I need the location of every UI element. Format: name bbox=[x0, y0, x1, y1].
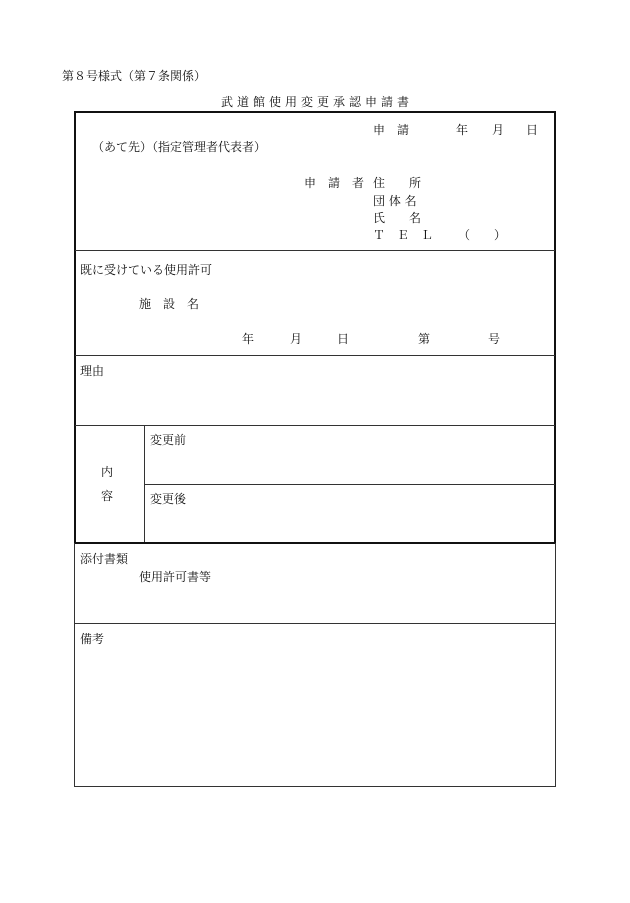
divider-reason-content bbox=[75, 425, 555, 426]
content-label-top: 内 bbox=[101, 465, 114, 479]
attachments-label: 添付書類 bbox=[80, 552, 129, 566]
divider-before-after bbox=[144, 484, 555, 485]
date-day-label: 日 bbox=[526, 123, 539, 137]
permit-year-label: 年 bbox=[242, 332, 255, 346]
tel-label: Ｔ Ｅ Ｌ bbox=[373, 228, 434, 242]
before-change-label: 変更前 bbox=[150, 433, 187, 447]
divider-applicant-permit bbox=[75, 250, 555, 251]
after-change-label: 変更後 bbox=[150, 492, 187, 506]
address-label: 住 所 bbox=[373, 176, 422, 190]
remarks-label: 備考 bbox=[80, 632, 105, 646]
application-label: 申 請 bbox=[373, 123, 410, 137]
date-month-label: 月 bbox=[492, 123, 505, 137]
reason-label: 理由 bbox=[80, 364, 105, 378]
applicant-label: 申 請 者 bbox=[304, 176, 365, 190]
permit-dai-label: 第 bbox=[418, 332, 431, 346]
addressee-label: （あて先）（指定管理者代表者） bbox=[92, 140, 267, 154]
group-name-label: 団 体 名 bbox=[373, 194, 417, 208]
permit-heading: 既に受けている使用許可 bbox=[80, 263, 213, 277]
permit-day-label: 日 bbox=[337, 332, 350, 346]
tel-parens: （ ） bbox=[458, 228, 507, 242]
form-number: 第８号様式（第７条関係） bbox=[62, 69, 207, 83]
form-title: 武道館使用変更承認申請書 bbox=[221, 95, 414, 109]
name-label: 氏 名 bbox=[373, 211, 422, 225]
attachment-item: 使用許可書等 bbox=[139, 570, 212, 584]
divider-content-label bbox=[144, 426, 145, 542]
date-year-label: 年 bbox=[456, 123, 469, 137]
permit-gou-label: 号 bbox=[488, 332, 501, 346]
divider-attachments-remarks bbox=[74, 623, 556, 624]
facility-name-label: 施 設 名 bbox=[139, 297, 200, 311]
divider-permit-reason bbox=[75, 355, 555, 356]
permit-month-label: 月 bbox=[290, 332, 303, 346]
content-label-bottom: 容 bbox=[101, 489, 114, 503]
